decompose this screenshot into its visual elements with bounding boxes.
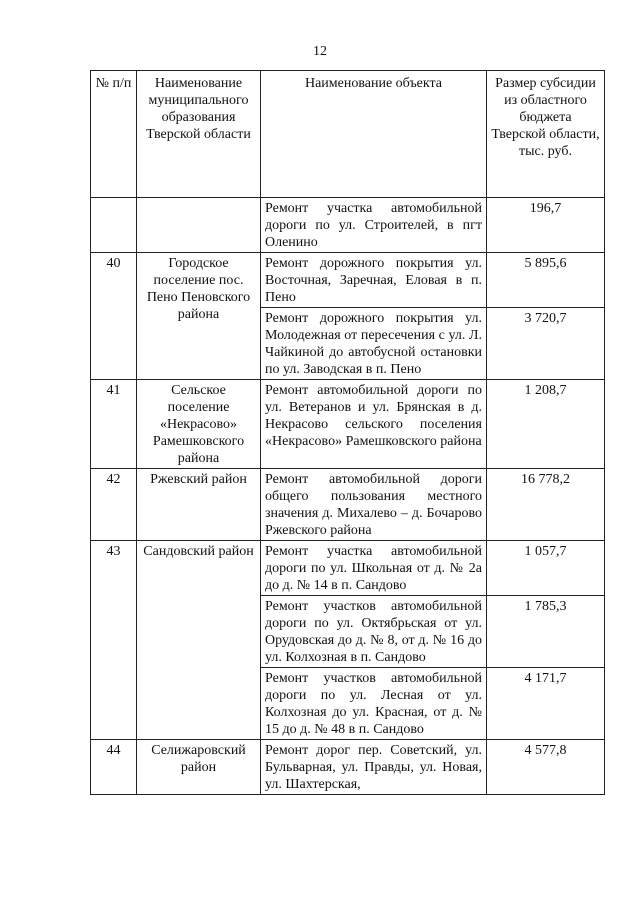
row-subsidy: 1 785,3 — [487, 596, 605, 668]
row-municipality: Городское поселение пос. Пено Пеновского района — [137, 253, 261, 380]
subsidy-table — [90, 70, 605, 795]
table-row — [91, 253, 605, 308]
table-row — [91, 380, 605, 469]
row-object: Ремонт участков автомобильной дороги по ул. Октябрьская от ул. Орудовская до д. № 8, от д. № 16 до ул. Колхозная в п. Сандово — [261, 596, 487, 668]
row-municipality: Ржевский район — [137, 469, 261, 541]
row-municipality: Селижаровский район — [137, 740, 261, 795]
row-number: 44 — [91, 740, 137, 795]
row-municipality: Сандовский район — [137, 541, 261, 740]
row-object: Ремонт участка автомобильной дороги по ул. Строителей, в пгт Оленино — [261, 198, 487, 253]
page-number: 12 — [313, 44, 327, 59]
header-subsidy: Размер субсидии из областного бюджета Тверской области, тыс. руб. — [487, 71, 605, 198]
row-subsidy: 4 171,7 — [487, 668, 605, 740]
row-subsidy: 4 577,8 — [487, 740, 605, 795]
table-row — [91, 198, 605, 253]
row-number — [91, 198, 137, 253]
row-number: 43 — [91, 541, 137, 740]
row-object: Ремонт участков автомобильной дороги по ул. Лесная от ул. Колхозная до ул. Красная, от д. № 15 до д. № 48 в п. Сандово — [261, 668, 487, 740]
table-row — [91, 469, 605, 541]
row-number: 41 — [91, 380, 137, 469]
row-subsidy: 1 057,7 — [487, 541, 605, 596]
row-subsidy: 196,7 — [487, 198, 605, 253]
table-row — [91, 541, 605, 596]
row-number: 40 — [91, 253, 137, 380]
row-object: Ремонт автомобильной дороги по ул. Ветеранов и ул. Брянская в д. Некрасово сельского поселения «Некрасово» Рамешковского района — [261, 380, 487, 469]
table-row — [91, 740, 605, 795]
row-object: Ремонт автомобильной дороги общего пользования местного значения д. Михалево – д. Бочарово Ржевского района — [261, 469, 487, 541]
row-municipality: Сельское поселение «Некрасово» Рамешковского района — [137, 380, 261, 469]
row-subsidy: 3 720,7 — [487, 308, 605, 380]
row-number: 42 — [91, 469, 137, 541]
header-object: Наименование объекта — [261, 71, 487, 198]
row-municipality — [137, 198, 261, 253]
header-number: № п/п — [91, 71, 137, 198]
row-object: Ремонт дорожного покрытия ул. Молодежная от пересечения с ул. Л. Чайкиной до автобусной остановки по ул. Заводская в п. Пено — [261, 308, 487, 380]
row-subsidy: 16 778,2 — [487, 469, 605, 541]
header-municipality: Наименование муниципального образования Тверской области — [137, 71, 261, 198]
row-object: Ремонт участка автомобильной дороги по ул. Школьная от д. № 2а до д. № 14 в п. Сандово — [261, 541, 487, 596]
row-subsidy: 1 208,7 — [487, 380, 605, 469]
row-object: Ремонт дорог пер. Советский, ул. Бульварная, ул. Правды, ул. Новая, ул. Шахтерская, — [261, 740, 487, 795]
table-header-row — [91, 71, 605, 198]
row-subsidy: 5 895,6 — [487, 253, 605, 308]
row-object: Ремонт дорожного покрытия ул. Восточная, Заречная, Еловая в п. Пено — [261, 253, 487, 308]
